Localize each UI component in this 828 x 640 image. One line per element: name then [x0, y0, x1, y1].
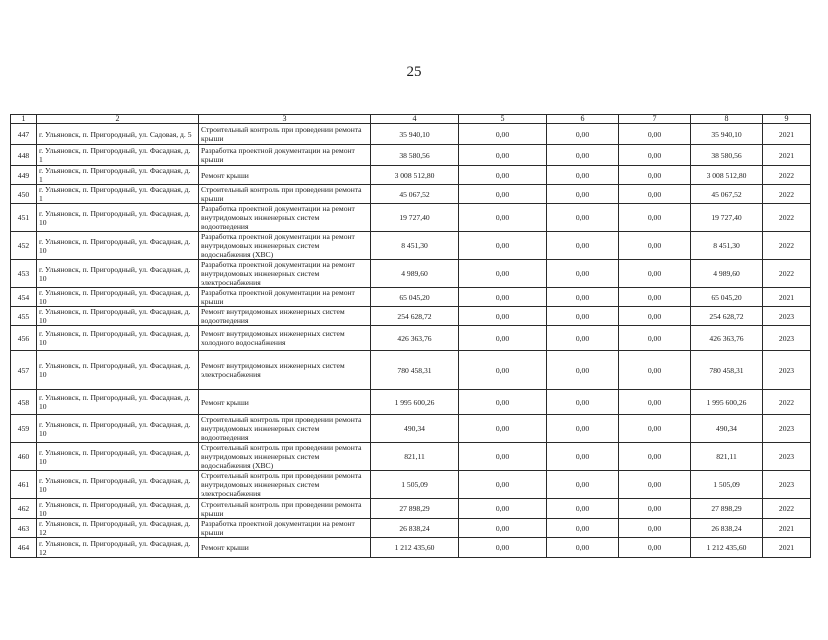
row-number: 459 — [11, 415, 37, 443]
cost-col8-cell: 35 940,10 — [691, 124, 763, 145]
cost-total-cell: 65 045,20 — [371, 288, 459, 307]
work-type-cell: Разработка проектной документации на ремонт крыши — [199, 288, 371, 307]
table-row — [11, 288, 811, 307]
cost-col8-cell: 780 458,31 — [691, 351, 763, 390]
cost-total-cell: 19 727,40 — [371, 204, 459, 232]
cost-col6-cell: 0,00 — [547, 185, 619, 204]
work-type-cell: Ремонт внутридомовых инженерных систем холодного водоснабжения — [199, 326, 371, 351]
table-row — [11, 232, 811, 260]
address-cell: г. Ульяновск, п. Пригородный, ул. Фасадная, д. 10 — [37, 326, 199, 351]
cost-col6-cell: 0,00 — [547, 443, 619, 471]
cost-col5-cell: 0,00 — [459, 145, 547, 166]
header-cell: 8 — [691, 115, 763, 124]
cost-col5-cell: 0,00 — [459, 443, 547, 471]
cost-col5-cell: 0,00 — [459, 519, 547, 538]
address-cell: г. Ульяновск, п. Пригородный, ул. Фасадная, д. 12 — [37, 519, 199, 538]
cost-total-cell: 426 363,76 — [371, 326, 459, 351]
cost-col7-cell: 0,00 — [619, 232, 691, 260]
cost-col5-cell: 0,00 — [459, 124, 547, 145]
year-cell: 2022 — [763, 185, 811, 204]
year-cell: 2022 — [763, 390, 811, 415]
cost-col6-cell: 0,00 — [547, 288, 619, 307]
year-cell: 2022 — [763, 499, 811, 519]
year-cell: 2022 — [763, 166, 811, 185]
year-cell: 2023 — [763, 471, 811, 499]
cost-col8-cell: 27 898,29 — [691, 499, 763, 519]
cost-col5-cell: 0,00 — [459, 538, 547, 558]
work-type-cell: Строительный контроль при проведении ремонта внутридомовых инженерных систем водоснабжения (ХВС) — [199, 443, 371, 471]
row-number: 447 — [11, 124, 37, 145]
cost-col8-cell: 45 067,52 — [691, 185, 763, 204]
cost-col6-cell: 0,00 — [547, 326, 619, 351]
cost-col7-cell: 0,00 — [619, 307, 691, 326]
year-cell: 2021 — [763, 538, 811, 558]
header-cell: 9 — [763, 115, 811, 124]
cost-col5-cell: 0,00 — [459, 166, 547, 185]
cost-col7-cell: 0,00 — [619, 204, 691, 232]
year-cell: 2023 — [763, 443, 811, 471]
table-row — [11, 519, 811, 538]
cost-col6-cell: 0,00 — [547, 499, 619, 519]
cost-col6-cell: 0,00 — [547, 390, 619, 415]
cost-col7-cell: 0,00 — [619, 124, 691, 145]
work-type-cell: Разработка проектной документации на ремонт крыши — [199, 145, 371, 166]
year-cell: 2022 — [763, 260, 811, 288]
cost-total-cell: 4 989,60 — [371, 260, 459, 288]
year-cell: 2022 — [763, 232, 811, 260]
header-cell: 3 — [199, 115, 371, 124]
cost-col5-cell: 0,00 — [459, 260, 547, 288]
row-number: 449 — [11, 166, 37, 185]
cost-total-cell: 490,34 — [371, 415, 459, 443]
row-number: 457 — [11, 351, 37, 390]
row-number: 461 — [11, 471, 37, 499]
cost-col5-cell: 0,00 — [459, 232, 547, 260]
year-cell: 2023 — [763, 351, 811, 390]
row-number: 460 — [11, 443, 37, 471]
cost-col8-cell: 426 363,76 — [691, 326, 763, 351]
row-number: 448 — [11, 145, 37, 166]
table-row — [11, 499, 811, 519]
work-type-cell: Ремонт внутридомовых инженерных систем водоотведения — [199, 307, 371, 326]
cost-col8-cell: 490,34 — [691, 415, 763, 443]
table-row — [11, 443, 811, 471]
cost-col7-cell: 0,00 — [619, 145, 691, 166]
cost-col8-cell: 1 505,09 — [691, 471, 763, 499]
cost-col8-cell: 8 451,30 — [691, 232, 763, 260]
cost-col5-cell: 0,00 — [459, 390, 547, 415]
work-type-cell: Строительный контроль при проведении ремонта крыши — [199, 499, 371, 519]
cost-col7-cell: 0,00 — [619, 471, 691, 499]
row-number: 454 — [11, 288, 37, 307]
row-number: 455 — [11, 307, 37, 326]
table-row — [11, 415, 811, 443]
row-number: 450 — [11, 185, 37, 204]
cost-col6-cell: 0,00 — [547, 471, 619, 499]
table-row — [11, 204, 811, 232]
header-row — [11, 115, 811, 124]
cost-col7-cell: 0,00 — [619, 390, 691, 415]
row-number: 456 — [11, 326, 37, 351]
address-cell: г. Ульяновск, п. Пригородный, ул. Фасадная, д. 10 — [37, 288, 199, 307]
cost-col8-cell: 65 045,20 — [691, 288, 763, 307]
cost-col7-cell: 0,00 — [619, 260, 691, 288]
cost-total-cell: 1 995 600,26 — [371, 390, 459, 415]
work-type-cell: Разработка проектной документации на ремонт внутридомовых инженерных систем электроснабжения — [199, 260, 371, 288]
cost-col7-cell: 0,00 — [619, 185, 691, 204]
address-cell: г. Ульяновск, п. Пригородный, ул. Фасадная, д. 10 — [37, 204, 199, 232]
address-cell: г. Ульяновск, п. Пригородный, ул. Фасадная, д. 10 — [37, 415, 199, 443]
cost-col6-cell: 0,00 — [547, 204, 619, 232]
cost-col5-cell: 0,00 — [459, 307, 547, 326]
row-number: 458 — [11, 390, 37, 415]
year-cell: 2022 — [763, 204, 811, 232]
page-number: 25 — [406, 64, 422, 80]
cost-col6-cell: 0,00 — [547, 307, 619, 326]
table-row — [11, 307, 811, 326]
year-cell: 2021 — [763, 519, 811, 538]
header-cell: 1 — [11, 115, 37, 124]
address-cell: г. Ульяновск, п. Пригородный, ул. Фасадная, д. 10 — [37, 471, 199, 499]
cost-col8-cell: 1 995 600,26 — [691, 390, 763, 415]
address-cell: г. Ульяновск, п. Пригородный, ул. Фасадная, д. 1 — [37, 145, 199, 166]
header-cell: 7 — [619, 115, 691, 124]
table-body — [11, 124, 811, 558]
cost-total-cell: 780 458,31 — [371, 351, 459, 390]
address-cell: г. Ульяновск, п. Пригородный, ул. Фасадная, д. 10 — [37, 351, 199, 390]
cost-col7-cell: 0,00 — [619, 415, 691, 443]
cost-total-cell: 35 940,10 — [371, 124, 459, 145]
cost-total-cell: 3 008 512,80 — [371, 166, 459, 185]
work-type-cell: Ремонт крыши — [199, 390, 371, 415]
year-cell: 2023 — [763, 415, 811, 443]
cost-total-cell: 45 067,52 — [371, 185, 459, 204]
address-cell: г. Ульяновск, п. Пригородный, ул. Фасадная, д. 10 — [37, 260, 199, 288]
cost-col6-cell: 0,00 — [547, 351, 619, 390]
cost-col8-cell: 26 838,24 — [691, 519, 763, 538]
row-number: 463 — [11, 519, 37, 538]
cost-col6-cell: 0,00 — [547, 415, 619, 443]
address-cell: г. Ульяновск, п. Пригородный, ул. Садовая, д. 5 — [37, 124, 199, 145]
cost-col8-cell: 19 727,40 — [691, 204, 763, 232]
cost-col6-cell: 0,00 — [547, 519, 619, 538]
cost-total-cell: 821,11 — [371, 443, 459, 471]
cost-col6-cell: 0,00 — [547, 538, 619, 558]
work-type-cell: Строительный контроль при проведении ремонта крыши — [199, 124, 371, 145]
year-cell: 2023 — [763, 307, 811, 326]
cost-total-cell: 26 838,24 — [371, 519, 459, 538]
table-row — [11, 538, 811, 558]
cost-col7-cell: 0,00 — [619, 443, 691, 471]
repair-plan-table — [10, 114, 811, 558]
work-type-cell: Ремонт крыши — [199, 166, 371, 185]
cost-col7-cell: 0,00 — [619, 288, 691, 307]
cost-col7-cell: 0,00 — [619, 351, 691, 390]
cost-col7-cell: 0,00 — [619, 499, 691, 519]
cost-col5-cell: 0,00 — [459, 288, 547, 307]
cost-col6-cell: 0,00 — [547, 166, 619, 185]
address-cell: г. Ульяновск, п. Пригородный, ул. Фасадная, д. 10 — [37, 307, 199, 326]
cost-col7-cell: 0,00 — [619, 519, 691, 538]
address-cell: г. Ульяновск, п. Пригородный, ул. Фасадная, д. 10 — [37, 232, 199, 260]
row-number: 452 — [11, 232, 37, 260]
table-row — [11, 471, 811, 499]
cost-col8-cell: 38 580,56 — [691, 145, 763, 166]
cost-col5-cell: 0,00 — [459, 471, 547, 499]
address-cell: г. Ульяновск, п. Пригородный, ул. Фасадная, д. 10 — [37, 499, 199, 519]
table-row — [11, 185, 811, 204]
table-row — [11, 145, 811, 166]
row-number: 464 — [11, 538, 37, 558]
cost-col8-cell: 3 008 512,80 — [691, 166, 763, 185]
year-cell: 2021 — [763, 145, 811, 166]
table-row — [11, 260, 811, 288]
work-type-cell: Ремонт крыши — [199, 538, 371, 558]
table-row — [11, 390, 811, 415]
table-row — [11, 326, 811, 351]
cost-total-cell: 254 628,72 — [371, 307, 459, 326]
cost-col6-cell: 0,00 — [547, 124, 619, 145]
year-cell: 2023 — [763, 326, 811, 351]
cost-col5-cell: 0,00 — [459, 185, 547, 204]
address-cell: г. Ульяновск, п. Пригородный, ул. Фасадная, д. 1 — [37, 185, 199, 204]
address-cell: г. Ульяновск, п. Пригородный, ул. Фасадная, д. 1 — [37, 166, 199, 185]
row-number: 462 — [11, 499, 37, 519]
cost-col8-cell: 1 212 435,60 — [691, 538, 763, 558]
cost-total-cell: 1 505,09 — [371, 471, 459, 499]
cost-total-cell: 8 451,30 — [371, 232, 459, 260]
header-cell: 5 — [459, 115, 547, 124]
cost-col6-cell: 0,00 — [547, 232, 619, 260]
cost-total-cell: 1 212 435,60 — [371, 538, 459, 558]
cost-col5-cell: 0,00 — [459, 415, 547, 443]
cost-col7-cell: 0,00 — [619, 326, 691, 351]
work-type-cell: Разработка проектной документации на ремонт внутридомовых инженерных систем водоснабжения (ХВС) — [199, 232, 371, 260]
row-number: 453 — [11, 260, 37, 288]
cost-col6-cell: 0,00 — [547, 260, 619, 288]
year-cell: 2021 — [763, 288, 811, 307]
work-type-cell: Строительный контроль при проведении ремонта внутридомовых инженерных систем электроснабжения — [199, 471, 371, 499]
cost-col8-cell: 254 628,72 — [691, 307, 763, 326]
cost-col5-cell: 0,00 — [459, 204, 547, 232]
year-cell: 2021 — [763, 124, 811, 145]
work-type-cell: Разработка проектной документации на ремонт внутридомовых инженерных систем водоотведения — [199, 204, 371, 232]
work-type-cell: Строительный контроль при проведении ремонта крыши — [199, 185, 371, 204]
work-type-cell: Ремонт внутридомовых инженерных систем электроснабжения — [199, 351, 371, 390]
header-cell: 6 — [547, 115, 619, 124]
cost-col5-cell: 0,00 — [459, 499, 547, 519]
cost-col5-cell: 0,00 — [459, 351, 547, 390]
work-type-cell: Строительный контроль при проведении ремонта внутридомовых инженерных систем водоотведения — [199, 415, 371, 443]
cost-col8-cell: 821,11 — [691, 443, 763, 471]
header-cell: 2 — [37, 115, 199, 124]
table-row — [11, 124, 811, 145]
row-number: 451 — [11, 204, 37, 232]
cost-col5-cell: 0,00 — [459, 326, 547, 351]
address-cell: г. Ульяновск, п. Пригородный, ул. Фасадная, д. 10 — [37, 443, 199, 471]
address-cell: г. Ульяновск, п. Пригородный, ул. Фасадная, д. 12 — [37, 538, 199, 558]
cost-col8-cell: 4 989,60 — [691, 260, 763, 288]
cost-total-cell: 38 580,56 — [371, 145, 459, 166]
cost-col6-cell: 0,00 — [547, 145, 619, 166]
header-cell: 4 — [371, 115, 459, 124]
work-type-cell: Разработка проектной документации на ремонт крыши — [199, 519, 371, 538]
table-row — [11, 351, 811, 390]
cost-col7-cell: 0,00 — [619, 538, 691, 558]
cost-col7-cell: 0,00 — [619, 166, 691, 185]
table-row — [11, 166, 811, 185]
cost-total-cell: 27 898,29 — [371, 499, 459, 519]
address-cell: г. Ульяновск, п. Пригородный, ул. Фасадная, д. 10 — [37, 390, 199, 415]
